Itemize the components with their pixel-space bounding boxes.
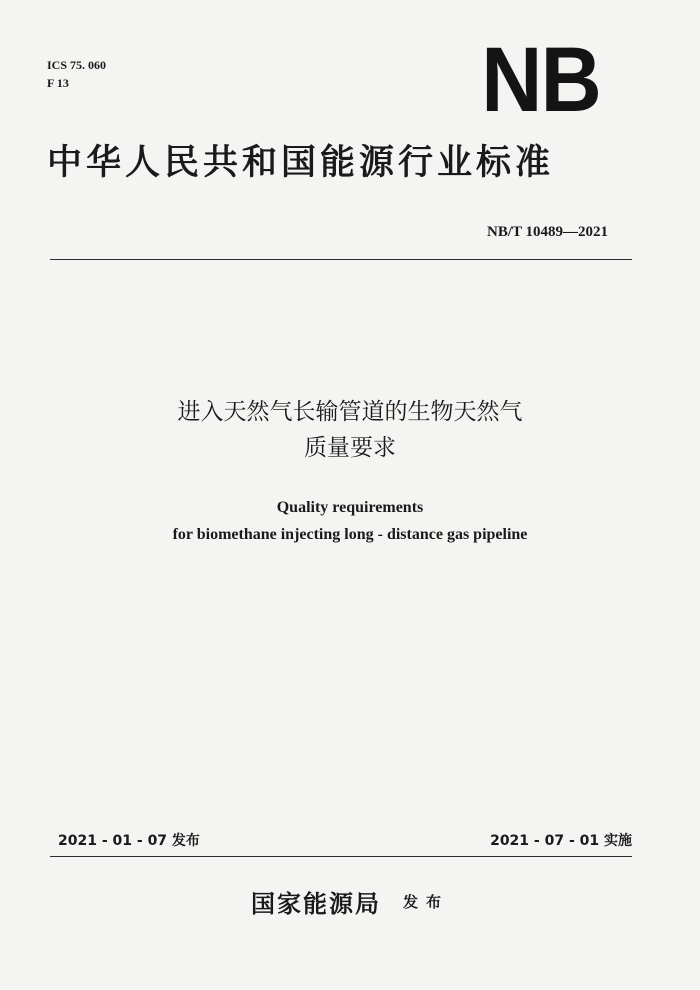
publisher-org: 国家能源局	[250, 890, 381, 918]
issue-date: 2021 - 01 - 07 发布	[58, 833, 200, 849]
nb-logo: NB	[481, 29, 600, 131]
standard-number: NB/T 10489—2021	[487, 224, 608, 240]
ics-code: ICS 75. 060	[47, 58, 107, 72]
ccs-code: F 13	[47, 76, 69, 90]
publisher-action: 发布	[402, 893, 449, 911]
english-title-line-2: for biomethane injecting long - distance gas pipeline	[172, 526, 528, 543]
english-title-line-1: Quality requirements	[276, 499, 424, 516]
top-divider	[50, 259, 632, 260]
chinese-title-line-1: 进入天然气长输管道的生物天然气	[177, 399, 523, 425]
publisher	[0, 884, 700, 919]
chinese-title	[0, 394, 700, 466]
classification-codes	[47, 56, 106, 92]
bottom-divider	[50, 856, 632, 857]
org-title: 中华人民共和国能源行业标准	[47, 143, 555, 183]
implementation-date: 2021 - 07 - 01 实施	[490, 833, 632, 849]
chinese-title-line-2: 质量要求	[304, 435, 396, 461]
english-title	[0, 494, 700, 548]
